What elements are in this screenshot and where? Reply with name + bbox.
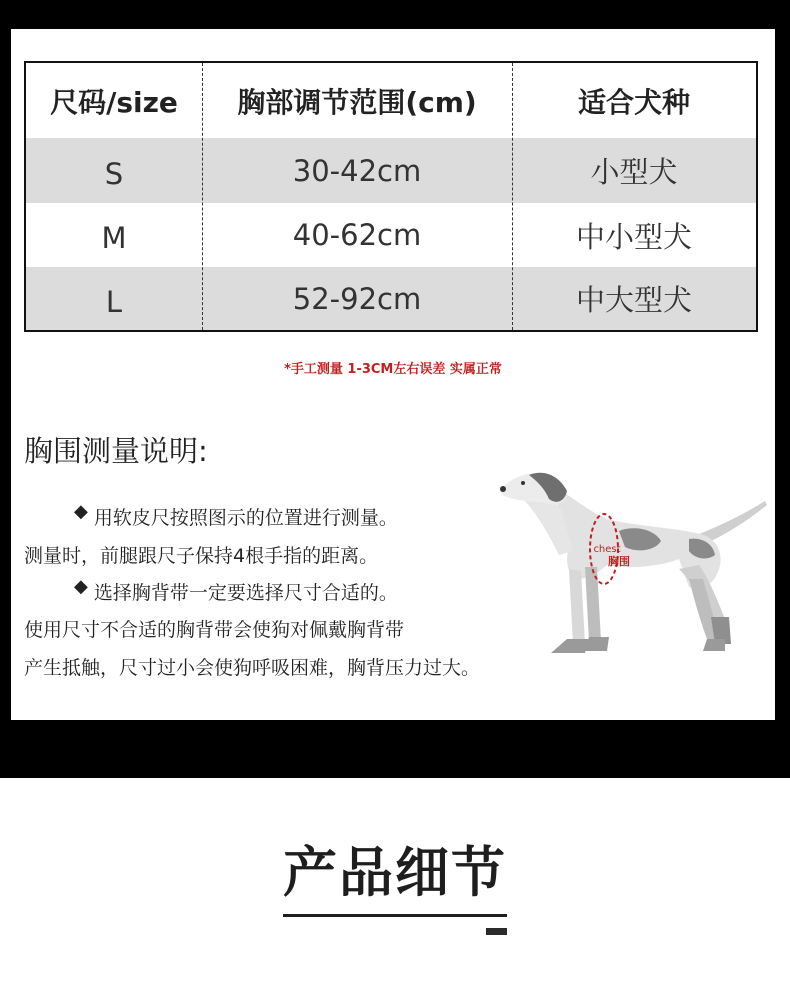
size-table	[24, 61, 758, 332]
header-chest-range: 胸部调节范围(cm)	[237, 85, 477, 119]
chest-label-en: chest	[593, 544, 621, 555]
table-row	[26, 203, 756, 267]
chest-label-cn: 胸围	[608, 555, 630, 568]
measurement-error-note: *手工测量 1-3CM左右误差 实属正常	[284, 362, 502, 377]
size-cell: M	[101, 221, 127, 255]
column-divider	[512, 63, 513, 330]
diamond-bullet-icon: ◆	[74, 501, 88, 522]
instruction-line: 使用尺寸不合适的胸背带会使狗对佩戴胸背带	[24, 619, 405, 641]
title-underline	[283, 914, 507, 917]
header-size: 尺码/size	[50, 85, 178, 119]
table-row	[26, 138, 756, 203]
diamond-bullet-icon: ◆	[74, 576, 88, 597]
dog-type-cell: 中小型犬	[575, 219, 692, 254]
table-row	[26, 267, 756, 330]
table-header-row	[26, 63, 756, 138]
instruction-line: ◆ 用软皮尺按照图示的位置进行测量。	[74, 501, 398, 529]
size-cell: S	[104, 156, 124, 191]
title-accent-bar	[486, 928, 507, 935]
measurement-title: 胸围测量说明:	[24, 434, 208, 468]
chest-range-cell: 52-92cm	[292, 281, 422, 316]
instruction-line: ◆ 选择胸背带一定要选择尺寸合适的。	[74, 576, 398, 604]
column-divider	[202, 63, 203, 330]
dog-type-cell: 小型犬	[590, 155, 678, 189]
chest-range-cell: 30-42cm	[292, 153, 422, 188]
header-dog-type: 适合犬种	[577, 85, 690, 119]
size-chart-panel	[11, 29, 775, 720]
size-cell: L	[105, 284, 123, 319]
instruction-line: 测量时，前腿跟尺子保持4根手指的距离。	[24, 545, 379, 567]
chest-range-cell: 40-62cm	[292, 218, 422, 252]
section-title: 产品细节	[283, 841, 507, 904]
instruction-line: 产生抵触，尺寸过小会使狗呼吸困难，胸背压力过大。	[24, 657, 481, 679]
dog-type-cell: 中大型犬	[575, 283, 692, 317]
dog-illustration-icon	[489, 439, 769, 654]
